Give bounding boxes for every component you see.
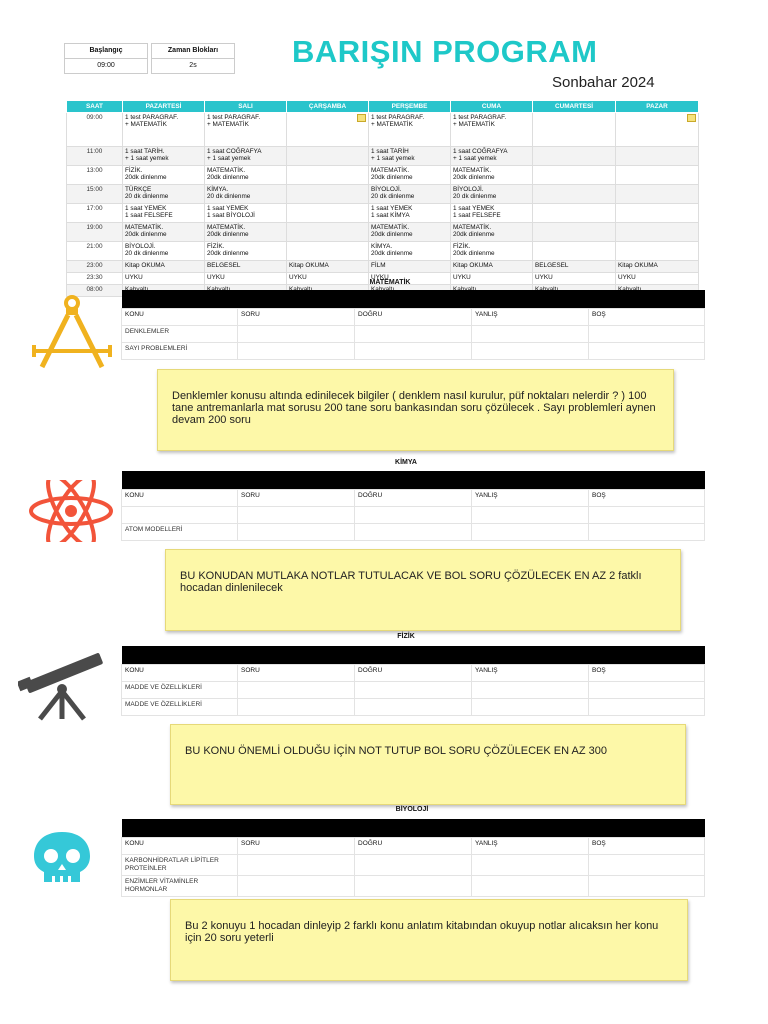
biyoloji-note-text: Bu 2 konuyu 1 hocadan dinleyip 2 farklı konu anlatım kitabından okuyup notlar alıcaksın her konu için 20 soru yeterli <box>185 920 659 944</box>
schedule-row <box>67 204 699 223</box>
schedule-cell <box>616 166 699 185</box>
table-row <box>122 682 705 699</box>
section-label-fizik: FİZİK <box>397 633 415 640</box>
table-row <box>122 343 705 360</box>
table-header-row <box>122 490 705 507</box>
column-header: YANLIŞ <box>472 309 589 326</box>
schedule-cell: UYKU <box>369 273 451 285</box>
column-header: DOĞRU <box>355 490 472 507</box>
schedule-cell: KİMYA. 20dk dinlenme <box>369 242 451 261</box>
column-header: KONU <box>122 309 238 326</box>
schedule-cell <box>533 242 616 261</box>
score-cell[interactable] <box>355 699 472 716</box>
schedule-cell <box>287 185 369 204</box>
schedule-cell: 1 test PARAGRAF. + MATEMATİK <box>205 113 287 147</box>
skull-icon <box>28 828 96 890</box>
schedule-row <box>67 261 699 273</box>
schedule-cell: UYKU <box>616 273 699 285</box>
table-row <box>122 524 705 541</box>
schedule-cell <box>533 166 616 185</box>
column-header: YANLIŞ <box>472 490 589 507</box>
note-marker-icon[interactable] <box>357 114 366 122</box>
score-cell[interactable] <box>472 507 589 524</box>
schedule-cell <box>616 147 699 166</box>
schedule-cell <box>616 113 699 147</box>
schedule-row <box>67 185 699 204</box>
schedule-cell: 1 test PARAGRAF. + MATEMATİK <box>123 113 205 147</box>
table-row <box>122 855 705 876</box>
topic-cell: DENKLEMLER <box>122 326 238 343</box>
schedule-cell: UYKU <box>451 273 533 285</box>
start-time-label: Başlangıç <box>65 44 147 59</box>
section-label-matematik: MATEMATİK <box>369 279 411 286</box>
schedule-cell <box>616 185 699 204</box>
score-cell[interactable] <box>472 876 589 897</box>
schedule-cell: MATEMATİK. 20dk dinlenme <box>369 166 451 185</box>
score-cell[interactable] <box>355 876 472 897</box>
kimya-note-text: BU KONUDAN MUTLAKA NOTLAR TUTULACAK VE BOL SORU ÇÖZÜLECEK EN AZ 2 fatklı hocadan dinlenilecek <box>180 570 642 594</box>
schedule-cell: UYKU <box>123 273 205 285</box>
topic-cell: SAYI PROBLEMLERİ <box>122 343 238 360</box>
column-header: SORU <box>238 838 355 855</box>
column-header: KONU <box>122 665 238 682</box>
table-row <box>122 507 705 524</box>
table-title-bar <box>122 819 705 838</box>
schedule-cell: TÜRKÇE 20 dk dinlenme <box>123 185 205 204</box>
schedule-cell: BELGESEL <box>205 261 287 273</box>
schedule-cell: Kitap OKUMA <box>287 261 369 273</box>
biyoloji-tracking-table <box>121 819 705 897</box>
score-cell[interactable] <box>472 524 589 541</box>
schedule-cell: BELGESEL <box>533 261 616 273</box>
schedule-cell: 1 saat COĞRAFYA + 1 saat yemek <box>205 147 287 166</box>
schedule-cell: 1 saat TARİH. + 1 saat yemek <box>123 147 205 166</box>
schedule-cell: MATEMATİK. 20dk dinlenme <box>369 223 451 242</box>
score-cell[interactable] <box>238 343 355 360</box>
schedule-time: 19:00 <box>67 223 123 242</box>
section-label-kimya: KİMYA <box>395 459 417 466</box>
score-cell[interactable] <box>355 326 472 343</box>
schedule-cell <box>616 223 699 242</box>
schedule-cell: MATEMATİK. 20dk dinlenme <box>451 223 533 242</box>
table-header-row <box>122 838 705 855</box>
schedule-col-header: SALI <box>205 101 287 113</box>
schedule-time: 15:00 <box>67 185 123 204</box>
score-cell[interactable] <box>238 326 355 343</box>
schedule-time: 23:30 <box>67 273 123 285</box>
time-blocks-label: Zaman Blokları <box>152 44 234 59</box>
schedule-col-header: CUMARTESİ <box>533 101 616 113</box>
schedule-cell <box>287 242 369 261</box>
telescope-icon <box>18 653 106 721</box>
schedule-cell <box>287 147 369 166</box>
schedule-cell: 1 saat COĞRAFYA + 1 saat yemek <box>451 147 533 166</box>
column-header: SORU <box>238 490 355 507</box>
start-time-box <box>64 43 148 74</box>
schedule-col-header: ÇARŞAMBA <box>287 101 369 113</box>
matematik-tracking-table <box>121 290 705 360</box>
schedule-cell: 1 saat YEMEK 1 saat FELSEFE <box>451 204 533 223</box>
table-title-bar <box>122 471 705 490</box>
score-cell[interactable] <box>355 343 472 360</box>
column-header: DOĞRU <box>355 838 472 855</box>
table-row <box>122 326 705 343</box>
score-cell[interactable] <box>472 682 589 699</box>
schedule-header-row <box>67 101 699 113</box>
score-cell[interactable] <box>238 699 355 716</box>
score-cell[interactable] <box>355 507 472 524</box>
schedule-cell <box>533 147 616 166</box>
schedule-cell <box>616 242 699 261</box>
column-header: YANLIŞ <box>472 838 589 855</box>
table-header-row <box>122 665 705 682</box>
score-cell[interactable] <box>355 855 472 876</box>
start-time-value: 09:00 <box>97 62 115 69</box>
schedule-time: 11:00 <box>67 147 123 166</box>
table-header-row <box>122 309 705 326</box>
schedule-cell: UYKU <box>287 273 369 285</box>
schedule-body <box>67 113 699 297</box>
schedule-cell: MATEMATİK. 20dk dinlenme <box>451 166 533 185</box>
schedule-cell: BİYOLOJİ. 20 dk dinlenme <box>123 242 205 261</box>
weekly-schedule-table <box>66 100 699 297</box>
schedule-cell: 1 saat YEMEK 1 saat FELSEFE <box>123 204 205 223</box>
schedule-cell: MATEMATİK. 20dk dinlenme <box>123 223 205 242</box>
column-header: KONU <box>122 838 238 855</box>
schedule-cell: 1 test PARAGRAF. + MATEMATİK <box>451 113 533 147</box>
compass-icon <box>30 295 114 371</box>
score-cell[interactable] <box>472 326 589 343</box>
topic-cell: MADDE VE ÖZELLİKLERİ <box>122 699 238 716</box>
score-cell[interactable] <box>472 343 589 360</box>
schedule-cell: KİMYA. 20 dk dinlenme <box>205 185 287 204</box>
schedule-time: 13:00 <box>67 166 123 185</box>
schedule-col-header: PERŞEMBE <box>369 101 451 113</box>
schedule-time: 17:00 <box>67 204 123 223</box>
column-header: BOŞ <box>589 490 705 507</box>
schedule-cell: FİZİK. 20dk dinlenme <box>205 242 287 261</box>
schedule-cell: 1 saat TARİH + 1 saat yemek <box>369 147 451 166</box>
schedule-row <box>67 166 699 185</box>
score-cell[interactable] <box>238 507 355 524</box>
score-cell[interactable] <box>589 524 705 541</box>
score-cell[interactable] <box>589 876 705 897</box>
note-marker-icon[interactable] <box>687 114 696 122</box>
table-title-bar <box>122 646 705 665</box>
schedule-col-header: SAAT <box>67 101 123 113</box>
schedule-cell <box>616 204 699 223</box>
score-cell[interactable] <box>238 682 355 699</box>
score-cell[interactable] <box>589 343 705 360</box>
page-subtitle: Sonbahar 2024 <box>552 74 655 91</box>
schedule-cell: 1 saat YEMEK 1 saat BİYOLOJİ <box>205 204 287 223</box>
topic-cell: ENZİMLER VİTAMİNLER HORMONLAR <box>122 876 238 897</box>
schedule-cell <box>287 223 369 242</box>
schedule-cell: UYKU <box>533 273 616 285</box>
score-cell[interactable] <box>472 699 589 716</box>
column-header: YANLIŞ <box>472 665 589 682</box>
schedule-row <box>67 242 699 261</box>
score-cell[interactable] <box>589 855 705 876</box>
topic-cell <box>122 507 238 524</box>
column-header: BOŞ <box>589 838 705 855</box>
atom-icon <box>28 480 114 542</box>
schedule-cell <box>533 113 616 147</box>
schedule-cell <box>287 113 369 147</box>
schedule-row <box>67 223 699 242</box>
schedule-row <box>67 147 699 166</box>
score-cell[interactable] <box>589 507 705 524</box>
score-cell[interactable] <box>589 326 705 343</box>
score-cell[interactable] <box>238 524 355 541</box>
schedule-cell <box>287 204 369 223</box>
topic-cell: KARBONHİDRATLAR LİPİTLER PROTEİNLER <box>122 855 238 876</box>
schedule-col-header: PAZARTESİ <box>123 101 205 113</box>
schedule-cell: FİZİK. 20dk dinlenme <box>123 166 205 185</box>
schedule-cell: FİZİK. 20dk dinlenme <box>451 242 533 261</box>
column-header: BOŞ <box>589 665 705 682</box>
fizik-tracking-table <box>121 646 705 716</box>
fizik-note <box>170 724 686 805</box>
schedule-time: 21:00 <box>67 242 123 261</box>
score-cell[interactable] <box>238 876 355 897</box>
schedule-col-header: PAZAR <box>616 101 699 113</box>
schedule-cell: BİYOLOJİ. 20 dk dinlenme <box>369 185 451 204</box>
schedule-cell: Kitap OKUMA <box>451 261 533 273</box>
topic-cell: ATOM MODELLERİ <box>122 524 238 541</box>
topic-cell: MADDE VE ÖZELLİKLERİ <box>122 682 238 699</box>
matematik-note <box>157 369 674 451</box>
schedule-cell: FİLM <box>369 261 451 273</box>
time-blocks-box <box>151 43 235 74</box>
schedule-cell: 1 saat YEMEK 1 saat KİMYA <box>369 204 451 223</box>
schedule-cell: 1 test PARAGRAF. + MATEMATİK <box>369 113 451 147</box>
matematik-note-text: Denklemler konusu altında edinilecek bilgiler ( denklem nasıl kurulur, püf noktaları nelerdir ? ) 100 tane antremanlarla mat sorusu 200 tane soru bankasından soru çözülecek . Sayı problemleri aynen devam 200 soru <box>172 390 656 426</box>
score-cell[interactable] <box>589 682 705 699</box>
column-header: SORU <box>238 665 355 682</box>
schedule-cell: UYKU <box>205 273 287 285</box>
schedule-cell: BİYOLOJİ. 20 dk dinlenme <box>451 185 533 204</box>
schedule-row <box>67 113 699 147</box>
schedule-time: 23:00 <box>67 261 123 273</box>
column-header: DOĞRU <box>355 665 472 682</box>
kimya-note <box>165 549 681 631</box>
biyoloji-note <box>170 899 688 981</box>
score-cell[interactable] <box>589 699 705 716</box>
column-header: SORU <box>238 309 355 326</box>
table-row <box>122 699 705 716</box>
schedule-cell: MATEMATİK. 20dk dinlenme <box>205 223 287 242</box>
score-cell[interactable] <box>355 682 472 699</box>
schedule-cell: Kitap OKUMA <box>123 261 205 273</box>
time-blocks-value: 2s <box>189 62 197 69</box>
schedule-cell: Kitap OKUMA <box>616 261 699 273</box>
score-cell[interactable] <box>238 855 355 876</box>
schedule-cell <box>533 223 616 242</box>
schedule-time: 09:00 <box>67 113 123 147</box>
fizik-note-text: BU KONU ÖNEMLİ OLDUĞU İÇİN NOT TUTUP BOL SORU ÇÖZÜLECEK EN AZ 300 <box>185 745 607 757</box>
column-header: DOĞRU <box>355 309 472 326</box>
page-title: BARIŞIN PROGRAM <box>292 34 598 69</box>
schedule-cell: MATEMATİK. 20dk dinlenme <box>205 166 287 185</box>
table-row <box>122 876 705 897</box>
schedule-cell <box>533 204 616 223</box>
column-header: KONU <box>122 490 238 507</box>
schedule-time: 08:00 <box>67 285 123 297</box>
schedule-col-header: CUMA <box>451 101 533 113</box>
score-cell[interactable] <box>355 524 472 541</box>
score-cell[interactable] <box>472 855 589 876</box>
schedule-cell <box>533 185 616 204</box>
table-title-bar <box>122 290 705 309</box>
column-header: BOŞ <box>589 309 705 326</box>
kimya-tracking-table <box>121 471 705 541</box>
schedule-cell <box>287 166 369 185</box>
section-label-biyoloji: BİYOLOJİ <box>395 806 429 813</box>
